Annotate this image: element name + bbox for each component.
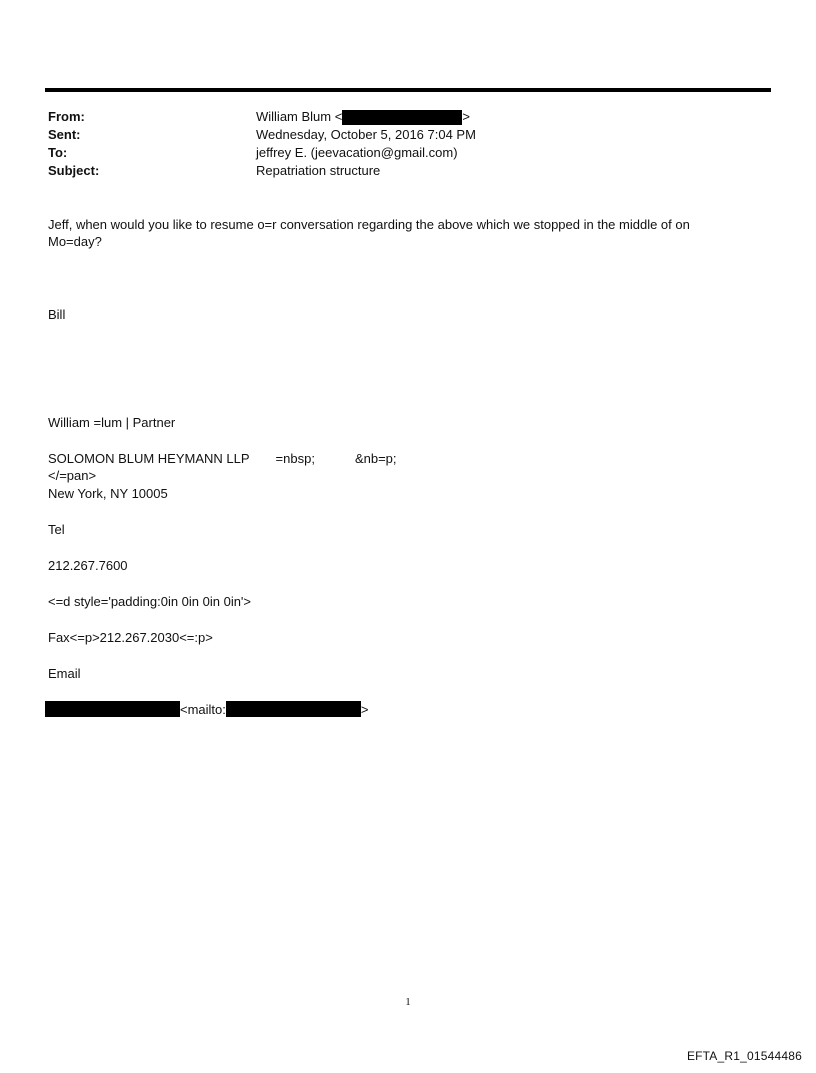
firm-nbsp-1: =nbsp;	[275, 451, 315, 466]
firm-name: SOLOMON BLUM HEYMANN LLP	[48, 451, 250, 466]
subject-value: Repatriation structure	[256, 163, 381, 178]
from-value-end: >	[462, 109, 470, 124]
sent-label: Sent:	[48, 127, 81, 142]
from-row	[48, 108, 748, 126]
sent-value: Wednesday, October 5, 2016 7:04 PM	[256, 127, 476, 142]
tel-value: 212.267.7600	[48, 558, 128, 573]
redaction-block	[342, 110, 462, 125]
to-label: To:	[48, 145, 68, 160]
signature-name-title: William =lum | Partner	[48, 415, 176, 430]
from-name: William Blum <	[256, 109, 343, 124]
email-headers	[48, 108, 748, 180]
header-rule	[45, 88, 771, 92]
from-label: From:	[48, 109, 85, 124]
from-value	[256, 108, 748, 126]
mailto-text: <mailto:	[180, 701, 226, 717]
subject-row	[48, 162, 748, 180]
to-row	[48, 144, 748, 162]
redaction-block	[45, 701, 180, 717]
bates-number: EFTA_R1_01544486	[686, 1049, 802, 1063]
td-style-text: <=d style='padding:0in 0in 0in 0in'>	[48, 594, 252, 609]
tel-label: Tel	[48, 522, 65, 537]
signature-firm-row	[48, 450, 397, 467]
message-body: Jeff, when would you like to resume o=r conversation regarding the above which we stopped in the middle of on Mo=day?	[48, 217, 690, 249]
firm-nbsp-2: &nb=p;	[354, 451, 397, 466]
signature-city: New York, NY 10005	[48, 486, 168, 501]
page-number: 1	[405, 996, 411, 1008]
email-address-row	[45, 700, 368, 718]
fax-line: Fax<=p>212.267.2030<=:p>	[48, 630, 213, 645]
subject-label: Subject:	[48, 163, 100, 178]
to-value: jeffrey E. (jeevacation@gmail.com)	[256, 145, 458, 160]
signoff: Bill	[48, 307, 66, 322]
span-close-text: </=pan>	[48, 468, 97, 483]
mailto-end: >	[360, 701, 369, 717]
sent-row	[48, 126, 748, 144]
email-label: Email	[48, 666, 81, 681]
redaction-block	[226, 701, 361, 717]
